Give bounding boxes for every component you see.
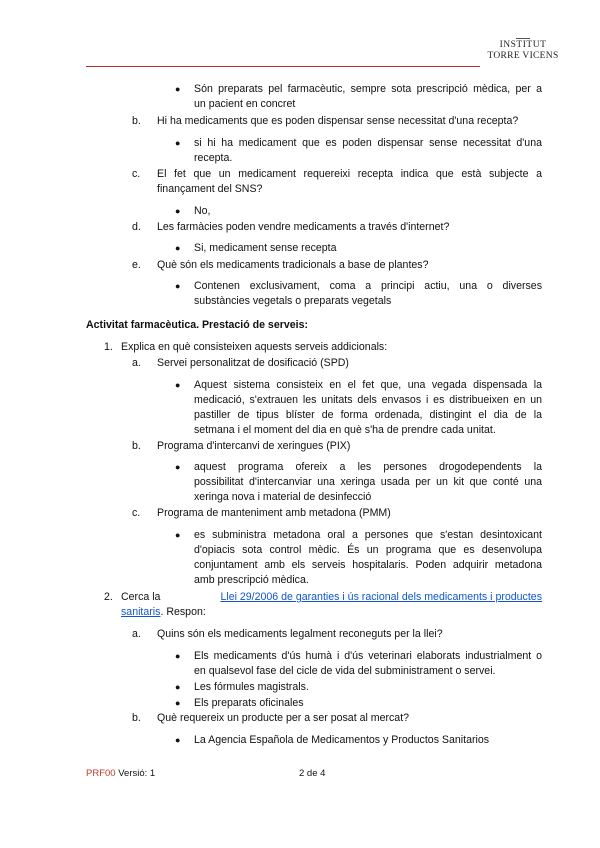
bullet-icon: ● xyxy=(175,380,181,390)
item-e-question: Què són els medicaments tradicionals a base de plantes? xyxy=(157,259,429,271)
item-d-answer: Si, medicament sense recepta xyxy=(194,242,337,254)
q1a-line: pastiller de tipus blíster de forma ordenada, distingint el dia de la xyxy=(194,409,542,421)
q2a-bullet1-line1: Els medicaments d'ús humà i d'ús veterinari elaborats industrialment o xyxy=(194,650,542,662)
intro-bullet-line1: Són preparats pel farmacèutic, sempre sota prescripció mèdica, per a xyxy=(194,83,542,95)
q2a-label: Quins són els medicaments legalment reconeguts per la llei? xyxy=(157,628,443,640)
q2a-bullet2: Les fórmules magistrals. xyxy=(194,681,309,693)
q1b-marker: b. xyxy=(132,440,141,452)
q1a-label: Servei personalitzat de dosificació (SPD) xyxy=(157,357,349,369)
item-e-answer-line1: Contenen exclusivament, coma a principi actiu, una o diverses xyxy=(194,280,542,292)
footer-left xyxy=(86,768,155,780)
item-c-question-line2: finançament del SNS? xyxy=(157,183,263,195)
item-c-question-line1: El fet que un medicament requereixi recepta indica que està subjecte a xyxy=(157,168,542,180)
q1a-line: Aquest sistema consisteix en el fet que, una vegada dispensada la xyxy=(194,379,542,391)
law-link[interactable]: Llei 29/2006 de garanties i ús racional dels medicaments i productes xyxy=(220,591,542,603)
law-link-continued[interactable]: sanitaris xyxy=(121,606,161,618)
q2a-marker: a. xyxy=(132,628,141,640)
q1-marker: 1. xyxy=(104,341,113,353)
q1c-marker: c. xyxy=(132,507,141,519)
item-b-marker: b. xyxy=(132,115,141,127)
item-e-answer-line2: substàncies vegetals o preparats vegetals xyxy=(194,295,392,307)
q1-text: Explica en què consisteixen aquests serveis addicionals: xyxy=(121,341,388,353)
q1c-line: amb prescripció mèdica. xyxy=(194,574,309,586)
q1b-label: Programa d'intercanvi de xeringues (PIX) xyxy=(157,440,351,452)
bullet-icon: ● xyxy=(175,462,181,472)
q2-line2 xyxy=(121,605,206,620)
q1a-line: medicació, s'extrauen les unitats dels envasos i es distribueixen en un xyxy=(194,394,542,406)
q2-line1 xyxy=(121,590,542,605)
logo-line2: TORRE VICENS xyxy=(487,51,559,61)
q2b-marker: b. xyxy=(132,712,141,724)
item-c-answer: No, xyxy=(194,205,211,217)
bullet-icon: ● xyxy=(175,698,181,708)
header-rule xyxy=(86,66,480,67)
q2a-bullet3: Els preparats oficinales xyxy=(194,697,304,709)
q1c-line: conjuntament amb els serveis hospitalaris. Poden adquirir metadona xyxy=(194,559,542,571)
item-c-marker: c. xyxy=(132,168,141,180)
bullet-icon: ● xyxy=(175,651,181,661)
intro-bullet-line2: un pacient en concret xyxy=(194,98,296,110)
q1b-line: possibilitat d'intercanviar una xeringa usada per un kit que conté una xyxy=(194,476,542,488)
item-d-marker: d. xyxy=(132,221,141,233)
item-d-question: Les farmàcies poden vendre medicaments a través d'internet? xyxy=(157,221,450,233)
item-b-answer-line1: si hi ha medicament que es poden dispensar sense necessitat d'una xyxy=(194,137,542,149)
q1a-line: setmana i el moment del dia en què s'ha de prendre cada unitat. xyxy=(194,424,496,436)
q2-prefix: Cerca la xyxy=(121,591,161,603)
q2-marker: 2. xyxy=(104,591,113,603)
footer-page-number: 2 de 4 xyxy=(299,768,326,779)
bullet-icon: ● xyxy=(175,530,181,540)
logo-line1: INSTITUT xyxy=(499,40,547,50)
q2b-label: Què requereix un producte per a ser posat al mercat? xyxy=(157,712,410,724)
bullet-icon: ● xyxy=(175,84,181,94)
footer-version: Versió: 1 xyxy=(118,768,156,779)
q1c-label: Programa de manteniment amb metadona (PMM) xyxy=(157,507,391,519)
q2-suffix: . Respon: xyxy=(160,606,206,618)
item-b-question: Hi ha medicaments que es poden dispensar sense necessitat d'una recepta? xyxy=(157,115,519,127)
q2b-answer: La Agencia Española de Medicamentos y Productos Sanitarios xyxy=(194,734,490,746)
q1b-line: aquest programa ofereix a les persones drogodependents la xyxy=(194,461,542,473)
bullet-icon: ● xyxy=(175,206,181,216)
footer-code: PRF00 xyxy=(86,768,116,779)
q1c-line: es subministra metadona oral a persones que s'estan desintoxicant xyxy=(194,529,542,541)
bullet-icon: ● xyxy=(175,138,181,148)
section-title: Activitat farmacèutica. Prestació de serveis: xyxy=(86,319,308,331)
bullet-icon: ● xyxy=(175,243,181,253)
school-logo xyxy=(483,40,563,62)
q1b-line: xeringa nova i material de desinfecció xyxy=(194,491,372,503)
q1c-line: d'opiacis sota control mèdic. És un programa que es desenvolupa xyxy=(194,544,542,556)
q2a-bullet1-line2: en qualsevol fase del cicle de vida del subministrament o servei. xyxy=(194,665,496,677)
q1a-marker: a. xyxy=(132,357,141,369)
item-e-marker: e. xyxy=(132,259,141,271)
bullet-icon: ● xyxy=(175,682,181,692)
bullet-icon: ● xyxy=(175,735,181,745)
bullet-icon: ● xyxy=(175,281,181,291)
item-b-answer-line2: recepta. xyxy=(194,152,233,164)
